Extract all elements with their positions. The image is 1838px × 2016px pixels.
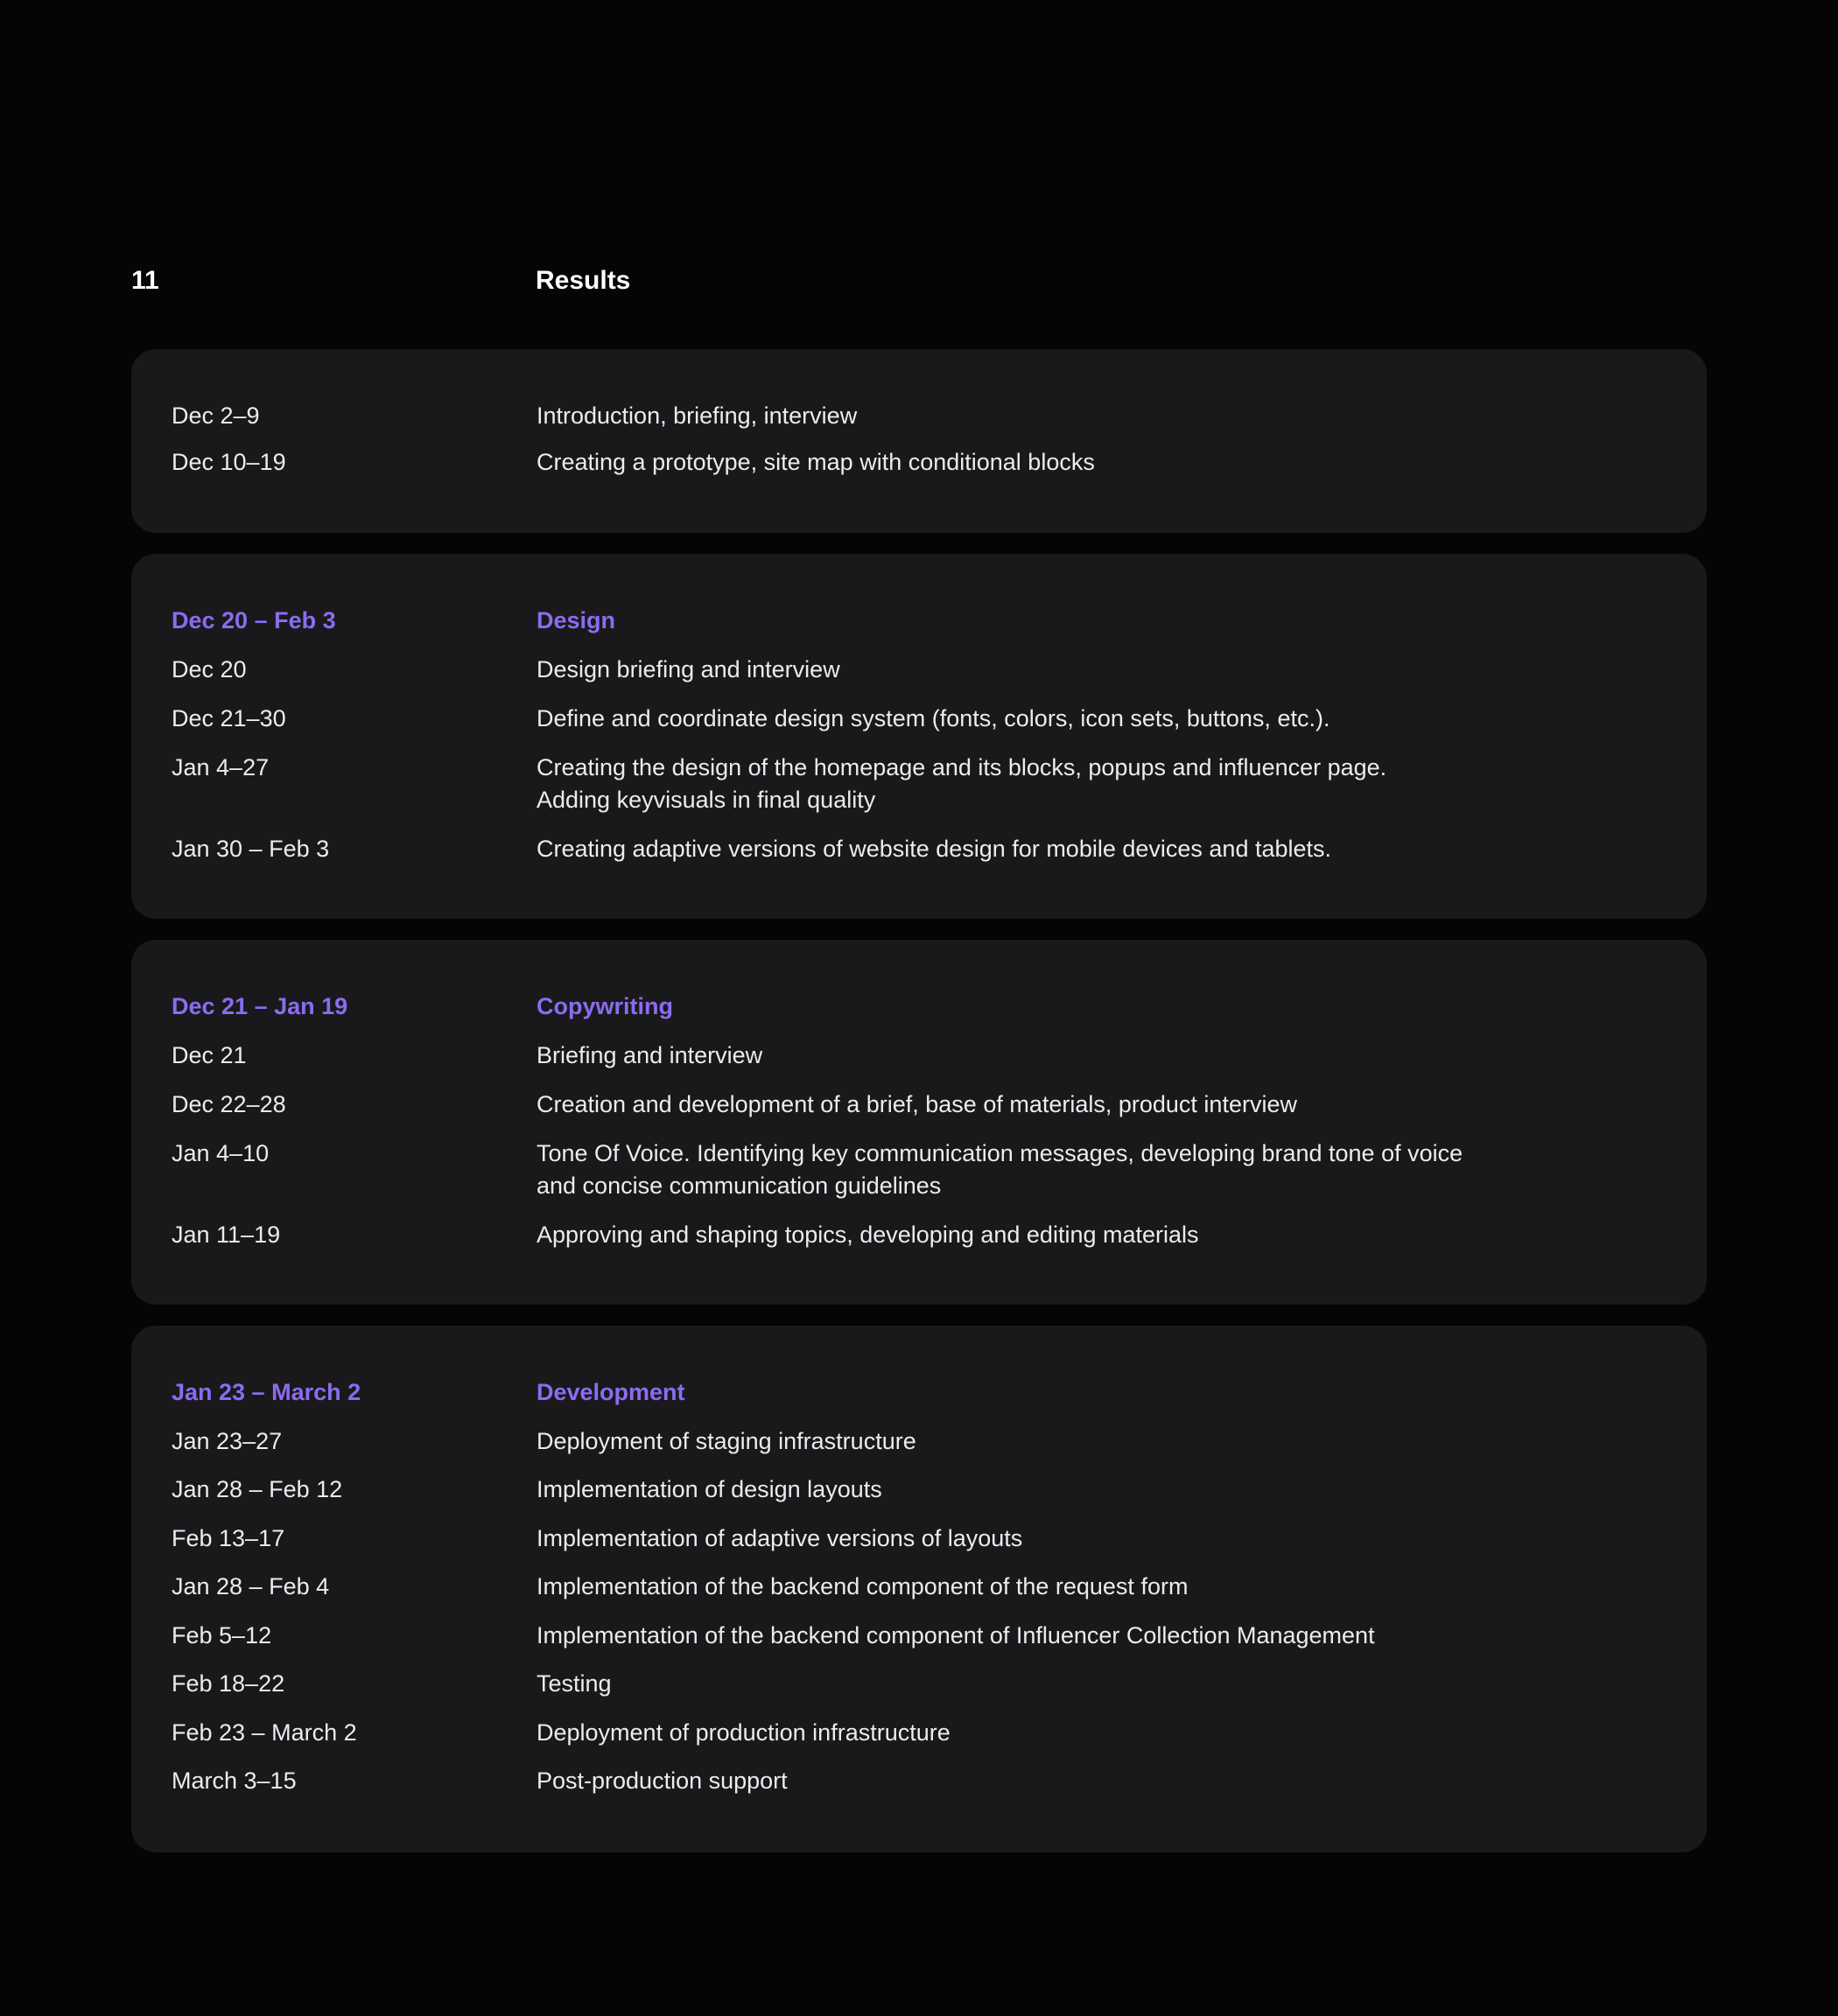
timeline-card-design [131,554,1707,919]
row-description-line: Creating the design of the homepage and its blocks, popups and influencer page. [537,754,1387,780]
row-description-line: and concise communication guidelines [537,1172,942,1199]
row-description: Deployment of production infrastructure [537,1718,951,1746]
timeline-row [172,446,1666,479]
section-header-row [172,990,1666,1023]
row-description: Implementation of the backend component of the request form [537,1573,1189,1600]
timeline-row [172,654,1666,686]
row-date: Jan 28 – Feb 12 [172,1476,343,1502]
timeline-row [172,1765,1666,1797]
row-date: Dec 2–9 [172,402,260,429]
row-description: Creation and development of a brief, base of materials, product interview [537,1091,1297,1117]
section-title: Development [537,1379,685,1405]
row-description-line: Adding keyvisuals in final quality [537,787,876,813]
row-description: Implementation of the backend component of Influencer Collection Management [537,1621,1375,1648]
timeline-row [172,1522,1666,1555]
row-date: Feb 23 – March 2 [172,1718,357,1746]
row-description-line: Tone Of Voice. Identifying key communication messages, developing brand tone of voice [537,1140,1463,1166]
row-date: Feb 5–12 [172,1621,272,1648]
timeline-row [172,1717,1666,1749]
section-date: Jan 23 – March 2 [172,1379,361,1405]
timeline-row [172,1138,1666,1202]
row-date: Dec 22–28 [172,1091,286,1117]
row-date: March 3–15 [172,1768,297,1794]
timeline-row [172,752,1666,816]
row-date: Dec 21 [172,1042,247,1068]
row-date: Jan 28 – Feb 4 [172,1573,330,1600]
row-description: Introduction, briefing, interview [537,402,858,429]
row-description [537,752,1543,816]
section-title: Copywriting [537,993,673,1019]
page-title: Results [536,266,631,295]
row-description: Implementation of design layouts [537,1476,882,1502]
row-description: Creating a prototype, site map with conditional blocks [537,449,1095,475]
section-date: Dec 21 – Jan 19 [172,993,348,1019]
timeline-card-copywriting [131,940,1707,1305]
row-date: Jan 4–10 [172,1140,270,1166]
timeline-row [172,1474,1666,1506]
row-description: Post-production support [537,1768,788,1794]
row-date: Feb 18–22 [172,1670,285,1697]
page-header [131,261,1707,301]
row-date: Dec 21–30 [172,705,286,732]
row-description: Design briefing and interview [537,656,840,682]
timeline-row [172,1620,1666,1652]
timeline-row [172,1425,1666,1458]
section-title: Design [537,607,616,634]
row-description: Creating adaptive versions of website design for mobile devices and tablets. [537,836,1332,862]
row-description [537,1138,1543,1202]
timeline-row [172,703,1666,735]
timeline-card-intro [131,349,1707,533]
row-description: Implementation of adaptive versions of layouts [537,1524,1023,1551]
row-date: Jan 23–27 [172,1427,283,1454]
row-date: Dec 10–19 [172,449,286,475]
timeline-card-development [131,1326,1707,1852]
section-header-row [172,1376,1666,1409]
section-date: Dec 20 – Feb 3 [172,607,336,634]
timeline-row [172,833,1666,865]
row-description: Approving and shaping topics, developing and editing materials [537,1222,1199,1248]
section-header-row [172,605,1666,637]
row-description: Deployment of staging infrastructure [537,1427,916,1454]
row-date: Dec 20 [172,656,247,682]
timeline-row [172,1219,1666,1251]
timeline-row [172,1668,1666,1700]
timeline-row [172,400,1666,432]
row-date: Jan 30 – Feb 3 [172,836,330,862]
row-description: Define and coordinate design system (fonts, colors, icon sets, buttons, etc.). [537,705,1330,732]
row-description: Testing [537,1670,612,1697]
timeline-row [172,1571,1666,1603]
row-date: Feb 13–17 [172,1524,285,1551]
row-date: Jan 11–19 [172,1222,281,1248]
section-number: 11 [131,266,159,295]
timeline-row [172,1040,1666,1072]
row-description: Briefing and interview [537,1042,763,1068]
row-date: Jan 4–27 [172,754,270,780]
timeline-row [172,1088,1666,1121]
